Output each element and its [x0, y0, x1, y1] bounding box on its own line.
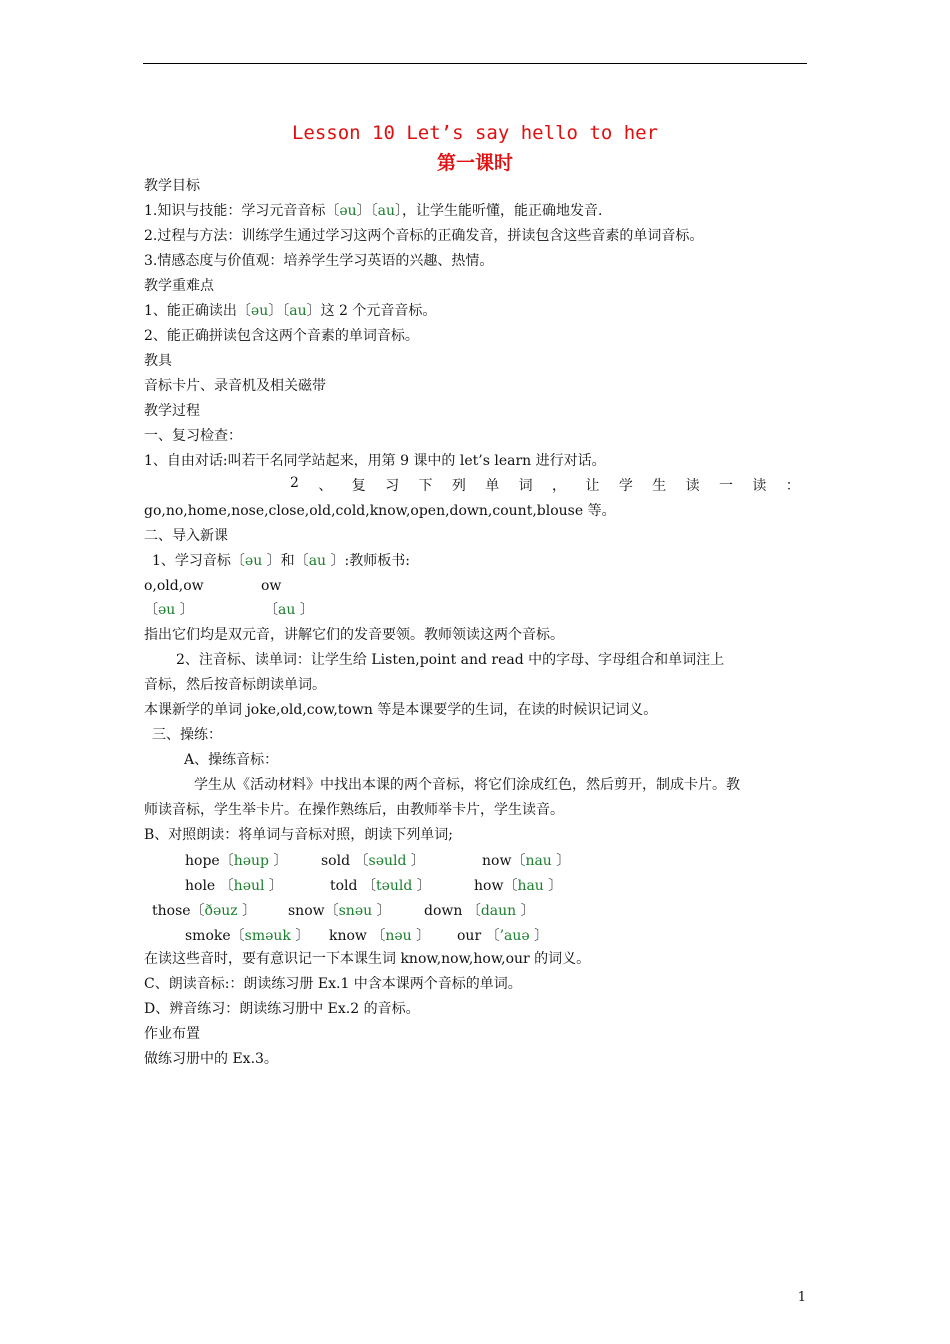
key-point-1-end: 〕这 2 个元音音标。	[306, 303, 437, 319]
intro-step-1	[152, 551, 410, 571]
review-step-2-char: 词	[518, 478, 533, 494]
phonetic-ou: əu	[158, 602, 176, 618]
review-step-2-char: 、	[318, 478, 333, 494]
word: how	[474, 878, 504, 894]
word-item: smoke〔sməuk 〕	[185, 928, 310, 944]
objective-1-end: 〕，让学生能听懂，能正确地发音.	[395, 203, 603, 219]
practice-b-heading: B、对照朗读：将单词与音标对照，朗读下列单词;	[144, 827, 454, 843]
word: sold	[321, 853, 351, 869]
word-phonetic: daun	[480, 903, 517, 919]
word-phonetic: hau	[517, 878, 544, 894]
word-item: now〔nau 〕	[482, 853, 571, 869]
review-step-2-char: 生	[652, 478, 667, 494]
practice-c: C、朗读音标:：朗读练习册 Ex.1 中含本课两个音标的单词。	[144, 976, 522, 992]
header-rule	[143, 63, 807, 64]
intro-step-3: 本课新学的单词 joke,old,cow,town 等是本课要学的生词，在读的时候识记词义。	[144, 702, 658, 718]
review-word-list: go,no,home,nose,close,old,cold,know,open,down,count,blouse 等。	[144, 503, 616, 519]
board-phonetic-left	[144, 600, 194, 620]
bracket-open: 〔	[144, 602, 158, 618]
bracket-close: 〕	[175, 602, 194, 618]
word: know	[329, 928, 367, 944]
intro-step-2: 2、注音标、读单词：让学生给 Listen,point and read 中的字母、字母组合和单词注上	[176, 652, 725, 668]
bracket-mid: 〕〔	[268, 303, 290, 319]
lesson-title: Lesson 10 Let’s say hello to her	[291, 122, 659, 144]
after-words-note: 在读这些音时，要有意识记一下本课生词 know,now,how,our 的词义。	[144, 951, 591, 967]
intro-heading: 二、导入新课	[144, 528, 228, 544]
word-item: snow〔snəu 〕	[288, 903, 391, 919]
word: smoke	[185, 928, 231, 944]
practice-d: D、辨音练习：朗读练习册中 Ex.2 的音标。	[144, 1001, 420, 1017]
word-phonetic: nəu	[385, 928, 412, 944]
objectives-heading: 教学目标	[144, 178, 200, 194]
phonetic-au: au	[278, 602, 296, 618]
objective-2: 2.过程与方法：训练学生通过学习这两个音标的正确发音，拼读包含这些音素的单词音标。	[144, 228, 704, 244]
word-item: told 〔təuld 〕	[330, 878, 431, 894]
review-step-2-char: 学	[618, 478, 633, 494]
word-phonetic: sməuk	[244, 928, 291, 944]
bracket-open: 〔	[264, 602, 278, 618]
phonetic-ou: əu	[250, 303, 269, 319]
homework-text: 做练习册中的 Ex.3。	[144, 1051, 278, 1067]
board-right: ow	[261, 578, 282, 594]
objective-1-start: 1.知识与技能：学习元音音标〔	[144, 203, 340, 219]
review-step-2-char: 2	[290, 475, 299, 491]
bracket-mid: 〕〔	[356, 203, 378, 219]
phonetic-au: au	[308, 553, 327, 569]
board-phonetic-right	[264, 600, 314, 620]
word-item: hole 〔həul 〕	[185, 878, 283, 894]
lesson-subtitle: 第一课时	[436, 152, 513, 174]
word-item: down 〔daun 〕	[424, 903, 535, 919]
word-phonetic: ðəuz	[204, 903, 238, 919]
word: down	[424, 903, 463, 919]
word-item: how〔hau 〕	[474, 878, 563, 894]
page-number: 1	[797, 1290, 806, 1305]
word: snow	[288, 903, 325, 919]
intro-note: 指出它们均是双元音，讲解它们的发音要领。教师领读这两个音标。	[144, 627, 564, 643]
intro-step-1-mid: 〕和〔	[262, 553, 309, 569]
word: told	[330, 878, 358, 894]
phonetic-ou: əu	[339, 203, 357, 219]
word: now	[482, 853, 512, 869]
word-item: sold 〔səuld 〕	[321, 853, 425, 869]
word-phonetic: snəu	[338, 903, 373, 919]
word-item: hope〔həup 〕	[185, 853, 288, 869]
review-step-2	[290, 475, 800, 495]
review-step-2-char: ：	[785, 478, 800, 494]
review-step-2-char: 下	[418, 478, 433, 494]
tools-heading: 教具	[144, 353, 172, 369]
intro-step-2-cont: 音标，然后按音标朗读单词。	[144, 677, 326, 693]
word-item: those〔ðəuz 〕	[152, 903, 257, 919]
homework-heading: 作业布置	[144, 1026, 200, 1042]
objective-1	[144, 201, 603, 221]
review-step-2-char: 读	[685, 478, 700, 494]
word-phonetic: nau	[525, 853, 552, 869]
practice-a-text-1: 学生从《活动材料》中找出本课的两个音标，将它们涂成红色，然后剪开，制成卡片。教	[194, 777, 740, 793]
key-points-heading: 教学重难点	[144, 278, 214, 294]
review-step-2-char: 列	[451, 478, 466, 494]
bracket-close: 〕	[295, 602, 314, 618]
review-step-2-char: 单	[485, 478, 500, 494]
review-step-2-char: 让	[585, 478, 600, 494]
word: those	[152, 903, 191, 919]
key-point-1	[144, 301, 436, 321]
key-point-2: 2、能正确拼读包含这两个音素的单词音标。	[144, 328, 419, 344]
word: hope	[185, 853, 220, 869]
review-step-2-char: 一	[719, 478, 733, 494]
practice-a-heading: A、操练音标：	[184, 752, 279, 768]
practice-heading: 三、操练：	[152, 727, 222, 743]
intro-step-1-start: 1、学习音标〔	[152, 553, 245, 569]
review-step-2-char: ，	[552, 478, 567, 494]
word-phonetic: həul	[233, 878, 265, 894]
word-phonetic: həup	[233, 853, 269, 869]
phonetic-au: au	[289, 303, 307, 319]
word: our	[457, 928, 482, 944]
review-step-2-char: 读	[752, 478, 767, 494]
word-phonetic: təuld	[375, 878, 413, 894]
practice-a-text-2: 师读音标，学生举卡片。在操作熟练后，由教师举卡片，学生读音。	[144, 802, 564, 818]
phonetic-au: au	[377, 203, 396, 219]
intro-step-1-end: 〕:教师板书:	[326, 553, 410, 569]
word-phonetic: ’auə	[499, 928, 530, 944]
word-phonetic: səuld	[368, 853, 407, 869]
tools-list: 音标卡片、录音机及相关磁带	[144, 378, 326, 394]
process-heading: 教学过程	[144, 403, 200, 419]
review-step-2-char: 复	[351, 478, 366, 494]
key-point-1-start: 1、能正确读出〔	[144, 303, 251, 319]
review-heading: 一、复习检查：	[144, 428, 242, 444]
phonetic-ou: əu	[244, 553, 263, 569]
board-left: o,old,ow	[144, 578, 204, 594]
word-item: our 〔’auə 〕	[457, 928, 549, 944]
word-item: know 〔nəu 〕	[329, 928, 431, 944]
word: hole	[185, 878, 216, 894]
review-step-2-char: 习	[385, 478, 400, 494]
objective-3: 3.情感态度与价值观：培养学生学习英语的兴趣、热情。	[144, 253, 494, 269]
review-step-1: 1、自由对话:叫若干名同学站起来，用第 9 课中的 let’s learn 进行对话。	[144, 453, 606, 469]
